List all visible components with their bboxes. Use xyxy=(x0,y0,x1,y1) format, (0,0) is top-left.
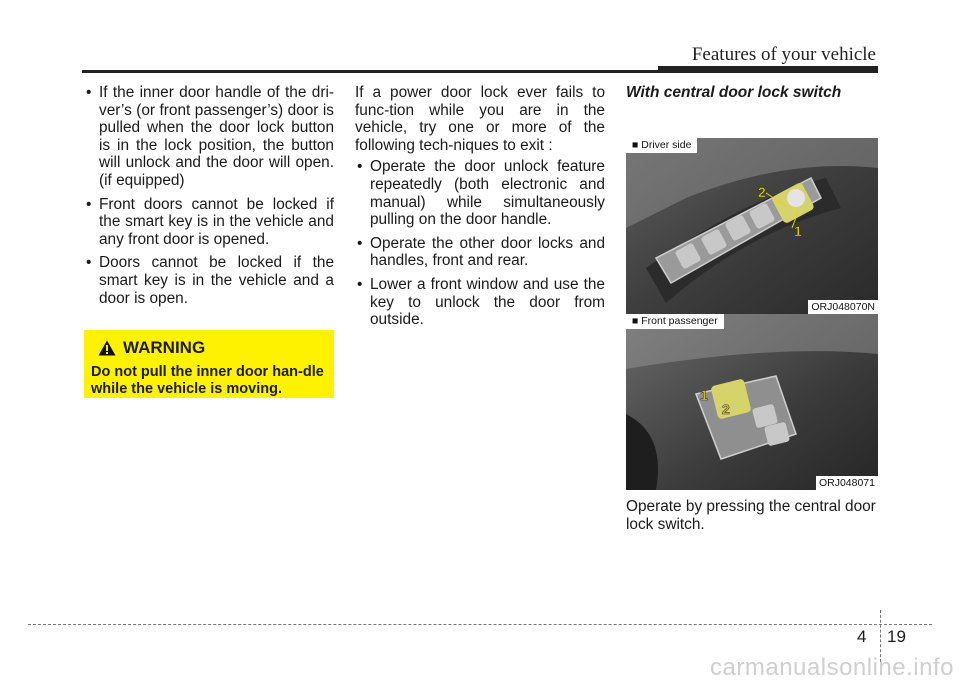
warning-text: Do not pull the inner door han-dle while the vehicle is moving. xyxy=(91,364,324,397)
passenger-door-illustration xyxy=(626,314,878,490)
list-item: • Operate the door unlock feature repeatedly (both electronic and manual) while simultaneously pulling on the door handle. xyxy=(355,158,605,228)
list-item: • If the inner door handle of the dri-ver’s (or front passenger’s) door is pulled when the door lock button is in the lock position, the button will unlock and the door will open. (if equipped) xyxy=(84,84,334,190)
photo-label: ■ Front passenger xyxy=(626,314,724,329)
column-left xyxy=(84,84,334,313)
list-item: • Lower a front window and use the key to unlock the door from outside. xyxy=(355,276,605,329)
warning-box xyxy=(84,330,334,398)
photo-code: ORJ048071 xyxy=(816,476,878,490)
warning-title: WARNING xyxy=(123,338,206,357)
chapter-number: 4 xyxy=(857,627,867,646)
driver-side-door-photo xyxy=(626,138,878,314)
list-item: • Front doors cannot be locked if the smart key is in the vehicle and any front door is opened. xyxy=(84,196,334,249)
list-item: • Operate the other door locks and handles, front and rear. xyxy=(355,235,605,270)
callout-1: 1 xyxy=(794,223,802,239)
header-rule-accent xyxy=(658,66,878,73)
photo-label: ■ Driver side xyxy=(626,138,697,153)
footer-rule xyxy=(28,624,932,625)
page-number: 19 xyxy=(887,627,906,646)
front-passenger-door-photo xyxy=(626,314,878,490)
photo-caption: Operate by pressing the central door lock switch. xyxy=(626,498,876,533)
column-middle xyxy=(355,84,605,335)
column-right xyxy=(626,84,878,113)
bullet-list xyxy=(355,158,605,328)
section-header-title: Features of your vehicle xyxy=(691,44,876,65)
callout-2: 2 xyxy=(722,401,730,417)
photo-code: ORJ048070N xyxy=(808,300,878,314)
bullet-list xyxy=(84,84,334,307)
driver-door-illustration xyxy=(626,138,878,314)
list-item: • Doors cannot be locked if the smart key is in the vehicle and a door is open. xyxy=(84,254,334,307)
callout-1: 1 xyxy=(700,387,708,403)
watermark: carmanualsonline.info xyxy=(710,654,954,681)
subheading: With central door lock switch xyxy=(626,84,842,101)
warning-triangle-icon xyxy=(98,340,116,356)
callout-2: 2 xyxy=(758,184,766,200)
intro-paragraph: If a power door lock ever fails to func-tion while you are in the vehicle, try one or more of the following tech-niques to exit : xyxy=(355,84,605,154)
